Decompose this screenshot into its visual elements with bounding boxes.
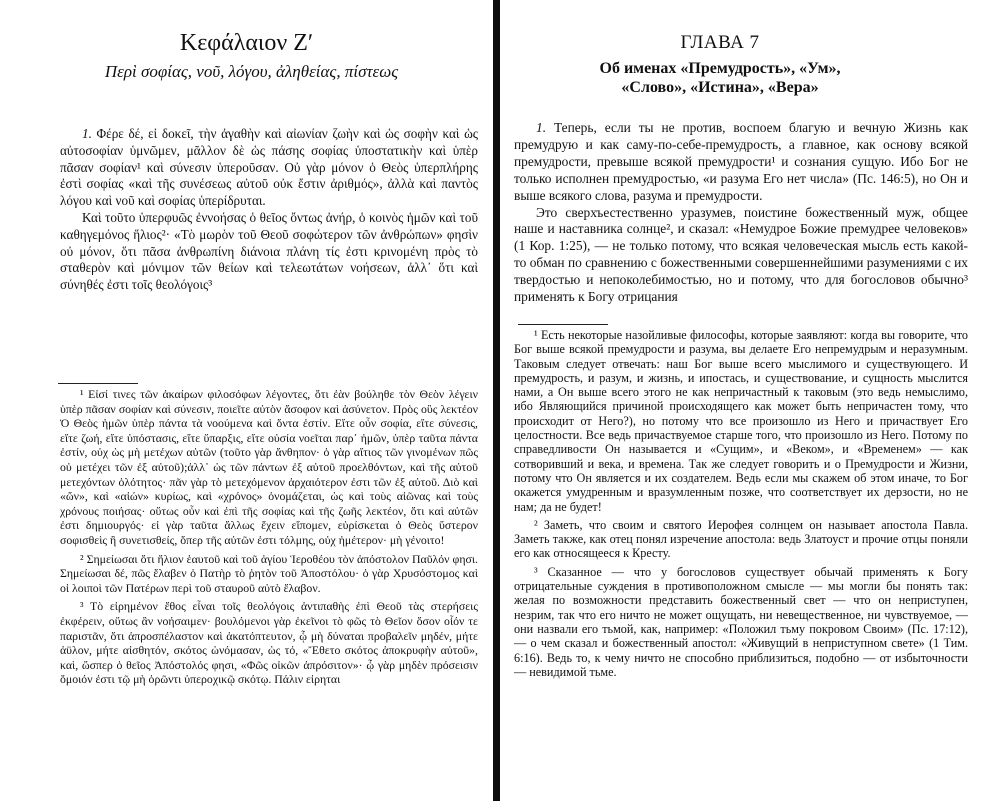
paragraph <box>60 210 478 294</box>
footnote: ² Σημείωσαι ὅτι ἥλιον ἑαυτοῦ καὶ τοῦ ἁγίου Ἱεροθέου τὸν ἀπόστολον Παῦλόν φησι. Σημείωσαι δέ, πῶς ἔλαβεν ὁ Πατὴρ τὸ ῥητὸν τοῦ Ἀποστόλου· ὁ γὰρ Χρυσόστομος καὶ οἱ λοιποὶ τῶν Πατέρων περὶ τοῦ σταυροῦ αὐτὸ ἔλαβον. <box>60 551 478 595</box>
footnotes <box>514 328 968 683</box>
paragraph <box>514 120 968 205</box>
footnote: ³ Τὸ εἰρημένον ἔθος εἶναι τοῖς θεολόγοις ἀντιπαθὴς ἐπὶ Θεοῦ τὰς στερήσεις ἐκφέρειν, οὕτως ἂν νοήσαιμεν· βουλόμενοι γὰρ ἐκεῖνοι τὸ φῶς τὸ Θεῖον ὅσον οἷόν τε παριστᾶν, ὅτι ἀπροσπέλαστον καὶ ἀκατόπτευτον, ᾧ μὴ δύναται προβαλεῖν μηδέν, μήτε ἀϋλον, μήτε αἰσθητόν, σκότος ὠνόμασαν, ὡς τό, «Ἔθετο σκότος ἀποκρυφὴν αὐτοῦ», καὶ, ὥσπερ ὁ θεῖος Ἀπόστολός φησι, «Φῶς οἰκῶν ἀπρόσιτον»· ᾧ γὰρ μηδὲν πρόσεισιν ὅμοιόν ἐστι τῷ μὴ ὁρῶντι ὑπεροχικῷ σκότῳ. Πάλιν εἰρηται <box>60 599 478 687</box>
paragraph-text: Φέρε δέ, εἰ δοκεῖ, τὴν ἀγαθὴν καὶ αἰωνίαν ζωὴν καὶ ὡς σοφὴν καὶ ὡς αὐτοσοφίαν ὑμνῶμεν, μᾶλλον δὲ ὡς πάσης σοφίας ὑποστατικὴν καὶ ὑπὲρ πᾶσαν σοφίαν¹ καὶ σύνεσιν ὑπεροῦσαν. Οὐ γὰρ μόνον ὁ Θεὸς ὑπερπλήρης ἐστὶ σοφίας «καὶ τῆς συνέσεως αὐτοῦ οὐκ ἔστιν ἀριθμός», ἀλλὰ καὶ παντὸς λόγου καὶ νοῦ καὶ σοφίας ὑπερίδρυται. <box>60 126 478 209</box>
left-page-greek <box>0 0 493 801</box>
footnotes <box>60 387 478 691</box>
book-gutter <box>493 0 500 801</box>
chapter-title: Κεφάλαιον Ζʹ <box>179 30 314 56</box>
footnote: ³ Сказанное — что у богословов существует обычай применять к Богу отрицательные суждения в противоположном смысле — мы могли бы понять так: желая по возможности представить божественный свет — что он неприступен, незрим, так что его ничто не может ощущать, ни невещественное, ни чувствуемое, — они назвали его тьмой, как, например: «Положил тьму покровом Своим» (Пс. 17:12), — о чем сказал и божественный апостол: «Живущий в неприступном свете» (1 Тим. 6:16). Ведь то, к чему ничто не способно приблизиться, подобно — от избыточности — невидимой тьме. <box>514 564 968 679</box>
footnote: ² Заметь, что своим и святого Иерофея солнцем он называет апостола Павла. Заметь также, как отец понял изречение апостола: ведь Златоуст и прочие отцы поняли его как относящееся к Кресту. <box>514 517 968 561</box>
footnote: ¹ Εἰσί τινες τῶν ἀκαίρων φιλοσόφων λέγοντες, ὅτι ἐὰν βούληθε τὸν Θεὸν λέγειν ὑπὲρ πᾶσαν σοφίαν καὶ σύνεσιν, ποιεῖτε αὐτὸν ἄσοφον καὶ ἀσύνετον. Πρὸς οὓς λεκτέον Ὁ Θεὸς ἡμῶν ὑπὲρ πάντα τὰ νοούμενα καὶ ὄντα ἐστίν. Εἴτε οὖν σοφία, εἴτε σύνεσις, εἴτε ζωή, εἴτε ὑπόστασις, εἴτε ὕπαρξις, εἴτε οὐσία νοεῖται παρ᾿ ἡμῶν, ὑπὲρ ταῦτα πάντα ἐστίν, οὐχ ὡς μὴ μετέχων αὐτῶν (τοῦτο γὰρ ἄνθηπον· ὁ γὰρ αἴτιος τῶν γινομένων πῶς οὐ μετέχει τῶν ἐξ αὐτοῦ);ἀλλ᾿ ὡς τῶν πάντων ἐξ αὐτοῦ προελθόντων, καὶ τῆς αὐτοῦ μετεχόντων ὁλότητος· πᾶν γὰρ τὸ μετεχόμενον ἀρχαιότερον ἐστι τῶν ἐξ αὐτοῦ. Διὸ καὶ «ὤν», καὶ «αἰών» κυρίως, καὶ «χρόνος» ὀνομάζεται, ὡς καὶ τοὺς αἰῶνας καὶ τοὺς χρόνους ποιήσας· οὕτως οὖν καὶ ἐπὶ τῆς σοφίας καὶ τῆς ζωῆς λεκτέον, ὅτι καὶ αὐτῶν ἐστι δημιουργός· εἰ γὰρ ταῦτα ἄλλως ἔχειν εἴπομεν, εὑρίσκεται ὁ Θεὸς ὕστερον σοφισθεὶς ἢ συνετισθείς, ὅπερ τῆς αὐτῶν ἐστι τόλμης, οὐχ ἡμέτερον· μὴ γένοιτο! <box>60 387 478 547</box>
paragraph-number: 1. <box>536 120 547 135</box>
chapter-title: ГЛАВА 7 <box>680 32 760 53</box>
paragraph <box>514 205 968 306</box>
paragraph <box>60 126 478 210</box>
main-text <box>60 126 478 294</box>
right-page-russian <box>500 0 1000 801</box>
footnote: ¹ Есть некоторые назойливые философы, которые заявляют: когда вы говорите, что Бог выше всякой премудрости и разума, вы делаете Его непремудрым и неразумным. Таковым следует отвечать: наш Бог выше всего мыслимого и существующего. И премудрость, и разум, и жизнь, и ипостась, и существование, и сущность мыслится нами, а Он выше всего этого не как непричастный к таковым (это ведь немыслимо, ибо Являющийся причиной происходящего как может быть непричастен тому, что происходит от Него?), но потому что все произошло из Него и причаствует Его целостности. Все ведь причаствуемое старше того, что произошло из Него. Потому по справедливости Он называется и «Сущим», и «Веком», и «Временем» — как сотворивший и века, и времена. Так же следует говорить и о Премудрости и Жизни, потому что Он является и их создателем. Ведь если мы скажем об этом иначе, то Бог окажется умудренным и вразумленным позже, что соответствует их дерзости, но не нам; да не будет! <box>514 328 968 514</box>
paragraph-text: Καὶ τοῦτο ὑπερφυῶς ἐννοήσας ὁ θεῖος ὄντως ἀνήρ, ὁ κοινὸς ἡμῶν καὶ τοῦ καθηγεμόνος ἥλιος²· «Τὸ μωρὸν τοῦ Θεοῦ σοφώτερον τῶν ἀνθρώπων» φησὶν οὐ μόνον, ὅτι πᾶσα ἀνθρωπίνη διάνοια πλάνη τίς ἐστι κρινομένη πρὸς τὸ σταθερὸν καὶ μόνιμον τῶν θείων καὶ τελεωτάτων νοήσεων, ἀλλ᾿ ὅτι καὶ σύνηθές ἐστι τοῖς θεολόγοις³ <box>60 209 478 293</box>
chapter-subtitle-line-2: «Слово», «Истина», «Вера» <box>621 79 819 96</box>
chapter-subtitle: Περὶ σοφίας, νοῦ, λόγου, ἀληθείας, πίστεως <box>104 62 399 81</box>
paragraph-text: Это сверхъестественно уразумев, поистине божественный муж, общее наше и наставника солнце², и сказал: «Немудрое Божие премудрее человеков» (1 Кор. 1:25), — не только потому, что всякая человеческая мысль есть какой-то обман по сравнению с божественными совершеннейшими разумениями с их твердостью и непоколебимостью, но и потому, что для богословов обычно³ применять к Богу отрицания <box>514 204 968 305</box>
paragraph-text: Теперь, если ты не против, воспоем благую и вечную Жизнь как премудрую и как саму-по-себе-премудрость, а главное, как основу всякой премудрости, превыше всякой премудрости¹ и сознания сущую. Ибо Бог не только исполнен премудростью, «и разума Его нет числа» (Пс. 146:5), но Он и выше всякого слова, разума и премудрости. <box>514 120 968 203</box>
chapter-subtitle-line-1: Об именах «Премудрость», «Ум», <box>599 60 841 77</box>
footnote-rule <box>58 383 138 384</box>
main-text <box>514 120 968 306</box>
footnote-rule <box>518 324 608 325</box>
paragraph-number: 1. <box>82 126 92 141</box>
